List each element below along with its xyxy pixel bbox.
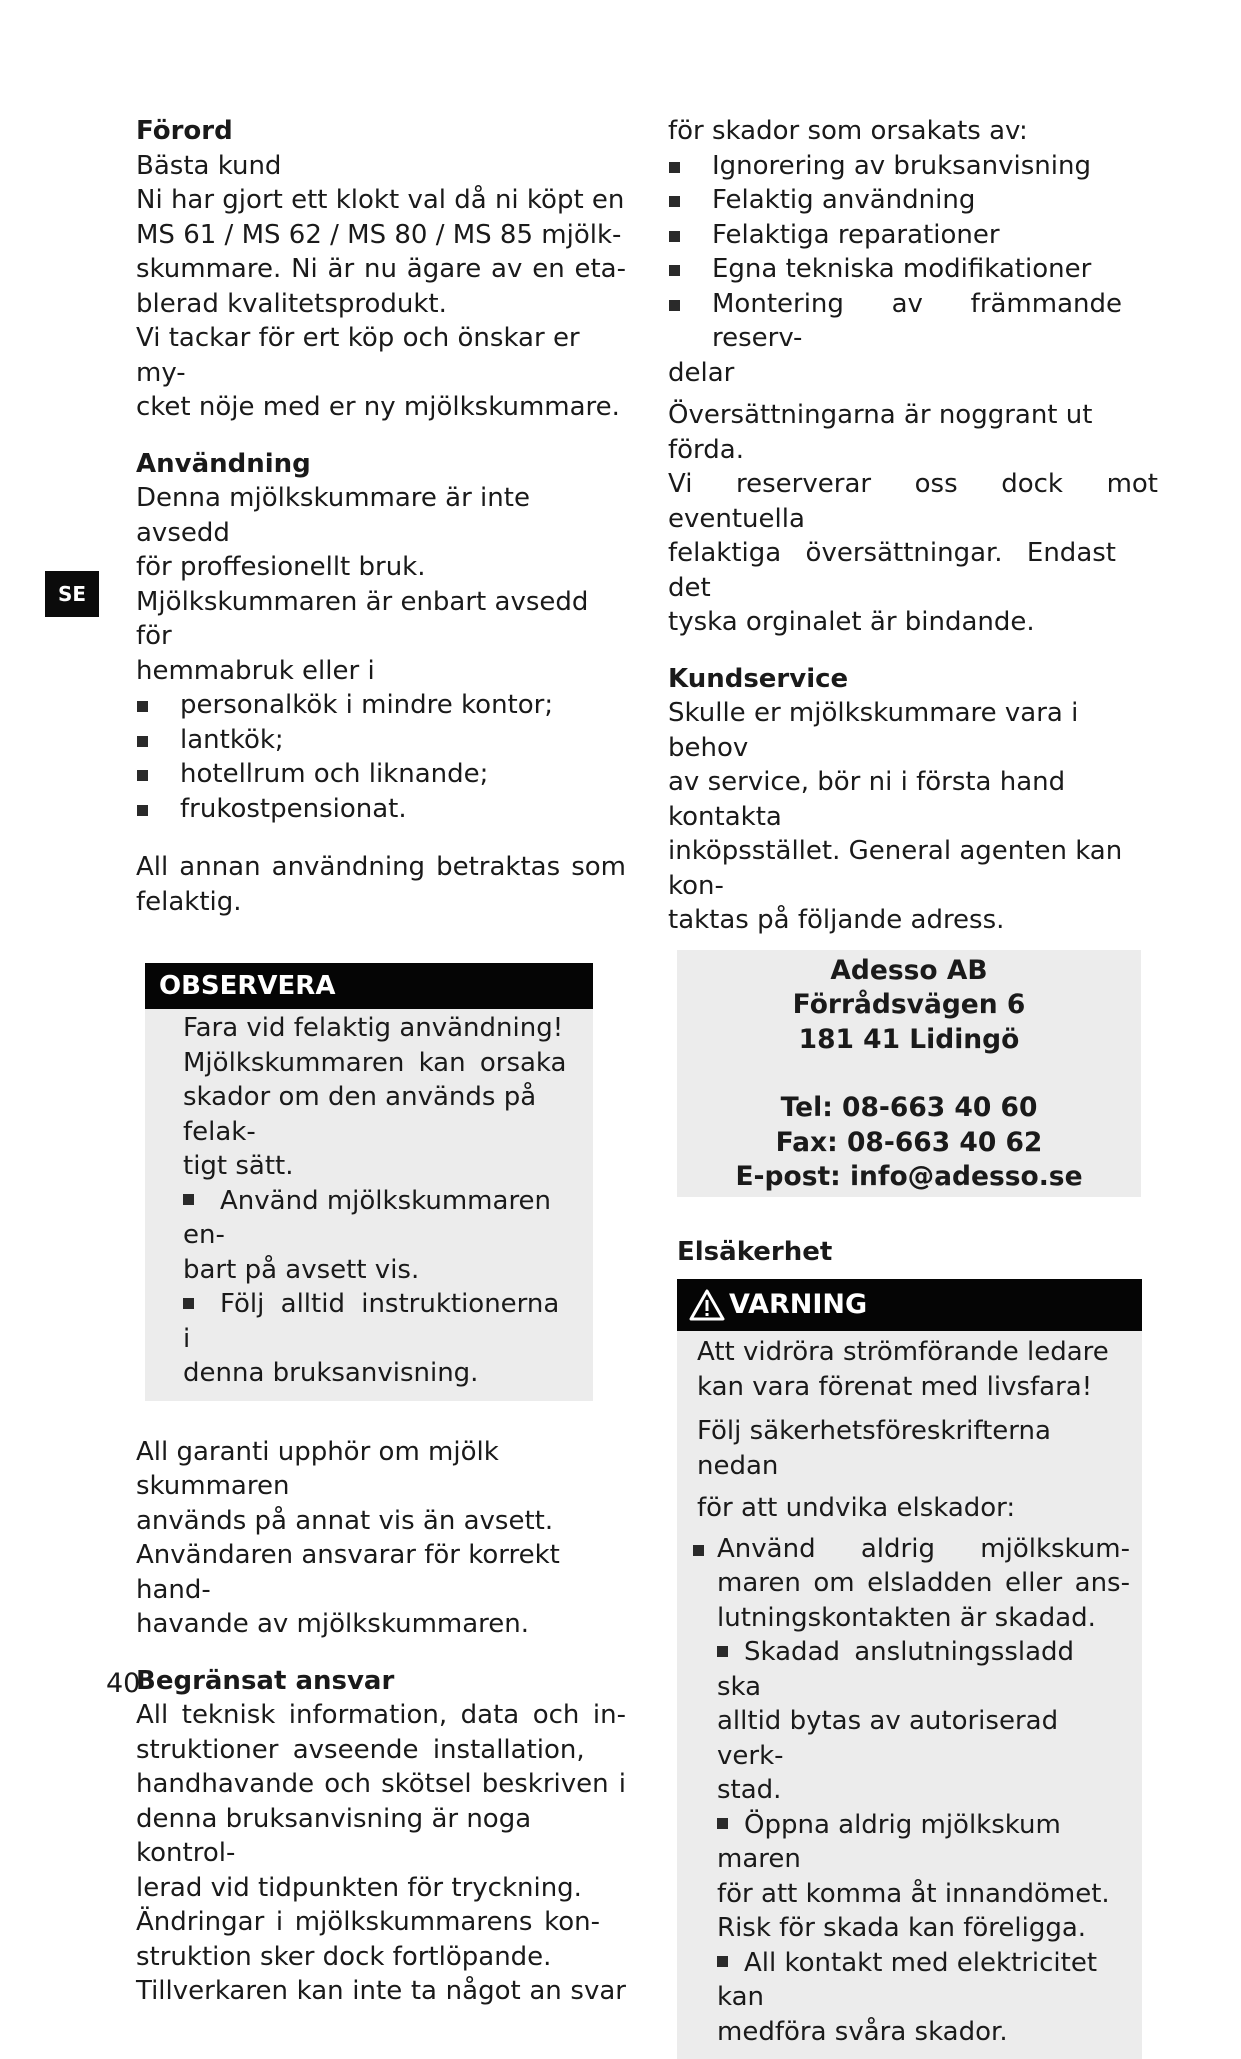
text-line: struktion sker dock fortlöpande. [136,1940,626,1975]
text-line: All garanti upphör om mjölk skummaren [136,1435,626,1504]
text-line: MS 61 / MS 62 / MS 80 / MS 85 mjölk- [136,218,626,253]
text-line: Översättningarna är noggrant ut förda. [668,398,1158,467]
text-line: Fara vid felaktig användning! [183,1011,579,1046]
text-line: Risk för skada kan föreligga. [717,1911,1130,1946]
list-item: frukostpensionat. [136,792,626,827]
text-line: All annan användning betraktas som [136,850,626,885]
heading-anvandning: Användning [136,447,626,482]
text-line: hemmabruk eller i [136,654,626,689]
list-item: lantkök; [136,723,626,758]
text-line: Vi tackar för ert köp och önskar er my- [136,321,626,390]
heading-begransat-ansvar: Begränsat ansvar [136,1664,626,1699]
text-line: för att komma åt innandömet. [717,1877,1130,1912]
list-item: personalkök i mindre kontor; [136,688,626,723]
bullet-square-icon [183,1194,194,1205]
text-line: All kontakt med elektricitet kan [717,1946,1130,2015]
liability-list [668,149,1158,356]
text-line: för proffesionellt bruk. [136,550,626,585]
warning-body [677,1331,1142,2059]
salutation: Bästa kund [136,149,626,184]
section-garanti [136,1435,626,1642]
text-line: delar [668,356,1158,391]
street-address: Förrådsvägen 6 [677,988,1141,1023]
email-address: E-post: info@adesso.se [677,1160,1141,1195]
list-item: Egna tekniska modifikationer [668,252,1158,287]
phone-number: Tel: 08-663 40 60 [677,1091,1141,1126]
text-line: Denna mjölkskummare är inte avsedd [136,481,626,550]
fax-number: Fax: 08-663 40 62 [677,1126,1141,1161]
warning-header [677,1279,1142,1331]
language-tab-se: SE [45,571,99,617]
list-item: Ignorering av bruksanvisning [668,149,1158,184]
note-bullet [183,1287,579,1356]
text-line: tyska orginalet är bindande. [668,605,1158,640]
text-line: cket nöje med er ny mjölkskummare. [136,390,626,425]
bullet-square-icon [183,1298,194,1309]
text-line: havande av mjölkskummaren. [136,1607,626,1642]
observera-box [145,963,593,1401]
text-line: Användaren ansvarar för korrekt hand- [136,1538,626,1607]
text-line: Skadad anslutningssladd ska [717,1635,1130,1704]
text-line: Följ säkerhetsföreskrifterna nedan [697,1414,1130,1483]
note-bullet [183,1184,579,1253]
text-line: Ändringar i mjölkskummarens kon- [136,1905,600,1940]
list-item [697,1532,1130,1636]
text-line: Använd mjölkskummaren en- [183,1186,551,1251]
left-column [136,114,626,2009]
text-line: lerad vid tidpunkten för tryckning. [136,1871,626,1906]
list-item: Montering av främmande reserv- [668,287,1122,356]
text-line: för skador som orsakats av: [668,114,1158,149]
text-line: Använd aldrig mjölkskum- [717,1532,1130,1567]
text-line: medföra svåra skador. [717,2015,1130,2050]
list-item: Felaktiga reparationer [668,218,1158,253]
list-item: hotellrum och liknande; [136,757,626,792]
warning-title: VARNING [729,1279,867,1331]
section-begransat-ansvar [136,1664,626,2009]
observera-title: OBSERVERA [145,963,593,1009]
text-line: Att vidröra strömförande ledare [697,1335,1130,1370]
right-column [668,114,1158,2059]
text-line: lutningskontakten är skadad. [717,1601,1130,1636]
section-anvandning [136,447,626,920]
bullet-square-icon [717,1818,728,1829]
bullet-square-icon [717,1646,728,1657]
text-line: Mjölkskummaren är enbart avsedd för [136,585,626,654]
text-line: maren om elsladden eller ans- [717,1566,1130,1601]
heading-forord: Förord [136,114,626,149]
text-line: Vi reserverar oss dock mot eventuella [668,467,1158,536]
text-line: denna bruksanvisning. [183,1356,579,1391]
text-line: blerad kvalitetsprodukt. [136,287,626,322]
text-line: för att undvika elskador: [697,1491,1130,1526]
observera-body [145,1009,593,1401]
text-line: bart på avsett vis. [183,1253,579,1288]
warning-box [677,1279,1142,2059]
text-line: Följ alltid instruktionerna i [183,1289,559,1354]
list-item [697,1946,1130,2050]
section-ansvar-continued [668,114,1158,390]
text-line: av service, bör ni i första hand kontakta [668,765,1158,834]
list-item [697,1635,1130,1808]
text-line: alltid bytas av autoriserad verk- [717,1704,1130,1773]
section-elsakerhet [668,1235,1158,2059]
list-item: Felaktig användning [668,183,1158,218]
section-kundservice [668,662,1158,938]
text-line: kan vara förenat med livsfara! [697,1370,1130,1405]
text-line: inköpsstället. General agenten kan kon- [668,834,1158,903]
usage-list [136,688,626,826]
text-line: Tillverkaren kan inte ta något an svar [136,1974,626,2009]
text-line: Ni har gjort ett klokt val då ni köpt en [136,183,626,218]
page-number: 40 [106,1668,140,1699]
city-address: 181 41 Lidingö [677,1023,1141,1058]
company-name: Adesso AB [677,954,1141,989]
text-line: Mjölkskummaren kan orsaka [183,1046,579,1081]
section-forord [136,114,626,425]
warning-list [697,1532,1130,2050]
text-line: skador om den används på felak- [183,1080,579,1149]
section-translation [668,398,1158,640]
text-line: felaktig. [136,885,626,920]
text-line: stad. [717,1773,1130,1808]
text-line: skummare. Ni är nu ägare av en eta- [136,252,626,287]
text-line: Öppna aldrig mjölkskum maren [717,1808,1130,1877]
address-box [677,950,1141,1197]
warning-triangle-icon [689,1289,725,1321]
bullet-square-icon [717,1956,728,1967]
heading-elsakerhet: Elsäkerhet [677,1235,1158,1270]
list-item [697,1808,1130,1946]
text-line: används på annat vis än avsett. [136,1504,626,1539]
heading-kundservice: Kundservice [668,662,1158,697]
text-line: felaktiga översättningar. Endast det [668,536,1116,605]
spacer [677,1057,1141,1091]
text-line: Skulle er mjölkskummare vara i behov [668,696,1158,765]
text-line: All teknisk information, data och in- [136,1698,626,1733]
text-line: struktioner avseende installation, [136,1733,626,1768]
text-line: handhavande och skötsel beskriven i [136,1767,626,1802]
text-line: denna bruksanvisning är noga kontrol- [136,1802,626,1871]
text-line: tigt sätt. [183,1149,579,1184]
text-line: taktas på följande adress. [668,903,1158,938]
